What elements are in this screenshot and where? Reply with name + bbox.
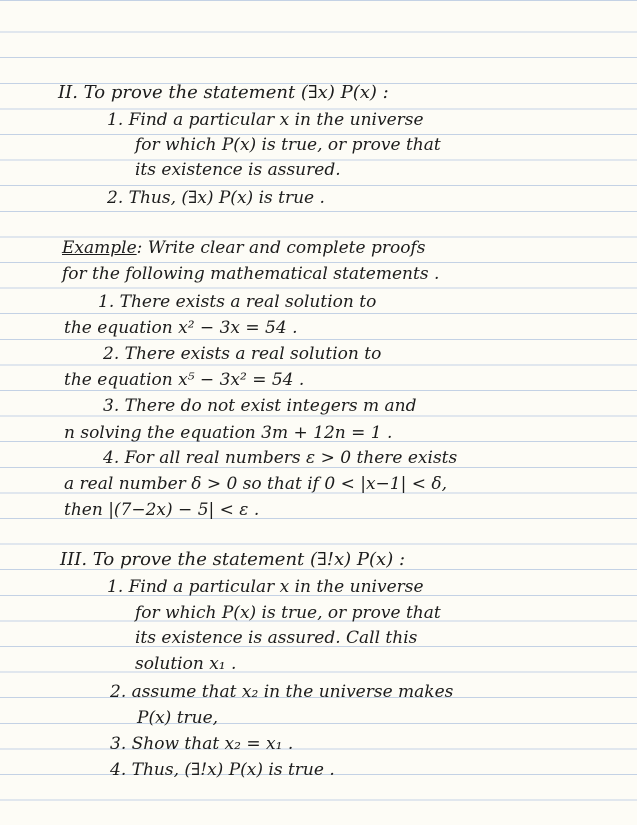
section-2-heading: II. To prove the statement (∃x) P(x) : bbox=[58, 82, 389, 103]
example-item-3-line-1: 3. There do not exist integers m and bbox=[103, 396, 417, 416]
example-item-4-line-3: then |(7−2x) − 5| < ε . bbox=[64, 500, 260, 520]
section-3-step-1-line-1: 1. Find a particular x in the universe bbox=[107, 577, 424, 597]
section-2-step-2: 2. Thus, (∃x) P(x) is true . bbox=[107, 188, 325, 208]
example-item-1-line-1: 1. There exists a real solution to bbox=[98, 292, 377, 312]
example-item-2-line-2: the equation x⁵ − 3x² = 54 . bbox=[64, 370, 305, 390]
example-item-2-line-1: 2. There exists a real solution to bbox=[103, 344, 382, 364]
section-2-step-1-line-1: 1. Find a particular x in the universe bbox=[107, 110, 424, 130]
example-item-1-line-2: the equation x² − 3x = 54 . bbox=[64, 318, 298, 338]
section-3-step-3: 3. Show that x₂ = x₁ . bbox=[110, 734, 294, 754]
section-3-step-4: 4. Thus, (∃!x) P(x) is true . bbox=[110, 760, 335, 780]
example-item-4-line-2: a real number δ > 0 so that if 0 < |x−1| < δ, bbox=[64, 474, 448, 494]
section-3-step-1-line-2: for which P(x) is true, or prove that bbox=[135, 603, 441, 623]
section-3-step-2-line-1: 2. assume that x₂ in the universe makes bbox=[110, 682, 454, 702]
section-3-step-1-line-3: its existence is assured. Call this bbox=[135, 628, 418, 648]
section-2-step-1-line-2: for which P(x) is true, or prove that bbox=[135, 135, 441, 155]
section-2-step-1-line-3: its existence is assured. bbox=[135, 160, 341, 180]
example-label: Example bbox=[62, 238, 137, 258]
section-3-step-1-line-4: solution x₁ . bbox=[135, 654, 237, 674]
section-3-step-2-line-2: P(x) true, bbox=[137, 708, 219, 728]
example-intro-rest: : Write clear and complete proofs bbox=[136, 238, 426, 258]
example-item-3-line-2: n solving the equation 3m + 12n = 1 . bbox=[64, 423, 393, 443]
example-item-4-line-1: 4. For all real numbers ε > 0 there exists bbox=[103, 448, 458, 468]
example-intro bbox=[62, 238, 425, 258]
example-intro-line-2: for the following mathematical statements . bbox=[62, 264, 440, 284]
section-3-heading: III. To prove the statement (∃!x) P(x) : bbox=[60, 549, 406, 570]
